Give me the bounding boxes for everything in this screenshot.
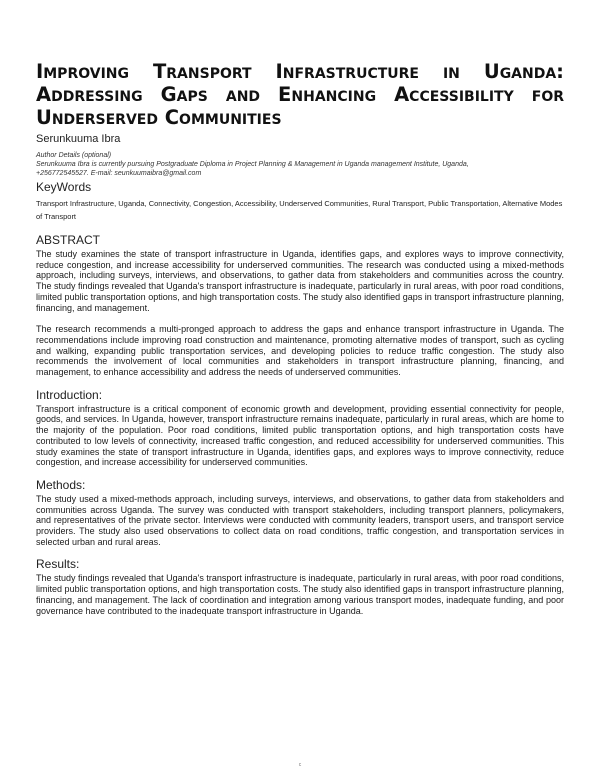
keywords-heading: KeyWords <box>36 180 92 194</box>
methods-heading: Methods: <box>36 477 86 492</box>
abstract-paragraph-2: The research recommends a multi-pronged approach to address the gaps and enhance transport infrastructure in Uganda. The recommendations include improving road construction and maintenance, promoting alternative modes of transport, such as cycling and walking, expanding public transportation services, and developing policies to reduce traffic congestion. The study also recommends the involvement of local communities and stakeholders in transport infrastructure planning, financing, and management, to enhance accessibility and address the needs of underserved communities. <box>36 324 564 378</box>
introduction-paragraph: Transport infrastructure is a critical component of economic growth and development, providing essential connectivity for people, goods, and services. In Uganda, however, transport infrastructure remains inadequate, particularly in rural areas, which are home to the majority of the population. Poor road conditions, limited public transportation options, and high transportation costs have contributed to low levels of connectivity, increased traffic congestion, and reduced accessibility for underserved communities. This study examines the state of transport infrastructure in Uganda, identifies gaps, and explores ways to improve connectivity, reduce congestion, and increase accessibility for underserved communities. <box>36 403 564 468</box>
author-name: Serunkuuma Ibra <box>36 133 121 145</box>
abstract-paragraph-1: The study examines the state of transport infrastructure in Uganda, identifies gaps, and explores ways to improve connectivity, reduce congestion, and increase accessibility for underserved communities. The research was conducted using a mixed-methods approach, including surveys, interviews, and observations, to gather data from stakeholders and communities across the country. The study findings revealed that Uganda's transport infrastructure is inadequate, particularly in rural areas, with poor road conditions, limited public transportation options, and high transportation costs. The study also identified gaps in transport infrastructure planning, financing, and management. <box>36 249 565 313</box>
abstract-heading: ABSTRACT <box>36 233 101 247</box>
paper-title <box>36 60 564 129</box>
results-heading: Results: <box>36 557 80 572</box>
title-line-1: Improving Transport Infrastructure in Uganda: <box>36 60 564 83</box>
keywords-text: Transport Infrastructure, Uganda, Connectivity, Congestion, Accessibility, Underserved Communities, Rural Transport, Public Transportation, Alternative Modes of Transport <box>36 199 563 221</box>
author-details-line-2: +256772545527. E-mail: seunkuumaibra@gmail.com <box>36 170 202 177</box>
page-footer-mark: c <box>298 762 302 768</box>
title-line-2: Addressing Gaps and Enhancing Accessibility for <box>36 83 564 106</box>
author-details-line-1: Serunkuuma Ibra is currently pursuing Postgraduate Diploma in Project Planning & Management in Uganda management Institute, Uganda, <box>36 161 469 168</box>
introduction-heading: Introduction: <box>36 387 103 402</box>
methods-paragraph: The study used a mixed-methods approach, including surveys, interviews, and observations, to gather data from stakeholders and communities across Uganda. The survey was conducted with transport stakeholders, including transport planners, policymakers, and representatives of the private sector. Interviews were conducted with community leaders, transport users, and transport service providers. The study also used observations to collect data on road conditions, traffic congestion, and transportation services in selected urban and rural areas. <box>36 493 564 547</box>
results-paragraph: The study findings revealed that Uganda's transport infrastructure is inadequate, particularly in rural areas, with poor road conditions, limited public transportation options, and high transportation costs. The study also identified gaps in transport infrastructure planning, financing, and management. The lack of coordination and integration among various transport modes, inadequate funding, and poor governance have contributed to the inadequate transport infrastructure in Uganda. <box>36 573 565 616</box>
author-details-label: Author Details (optional) <box>36 152 112 159</box>
title-line-3: Underserved Communities <box>36 106 282 129</box>
author-details <box>36 151 564 178</box>
